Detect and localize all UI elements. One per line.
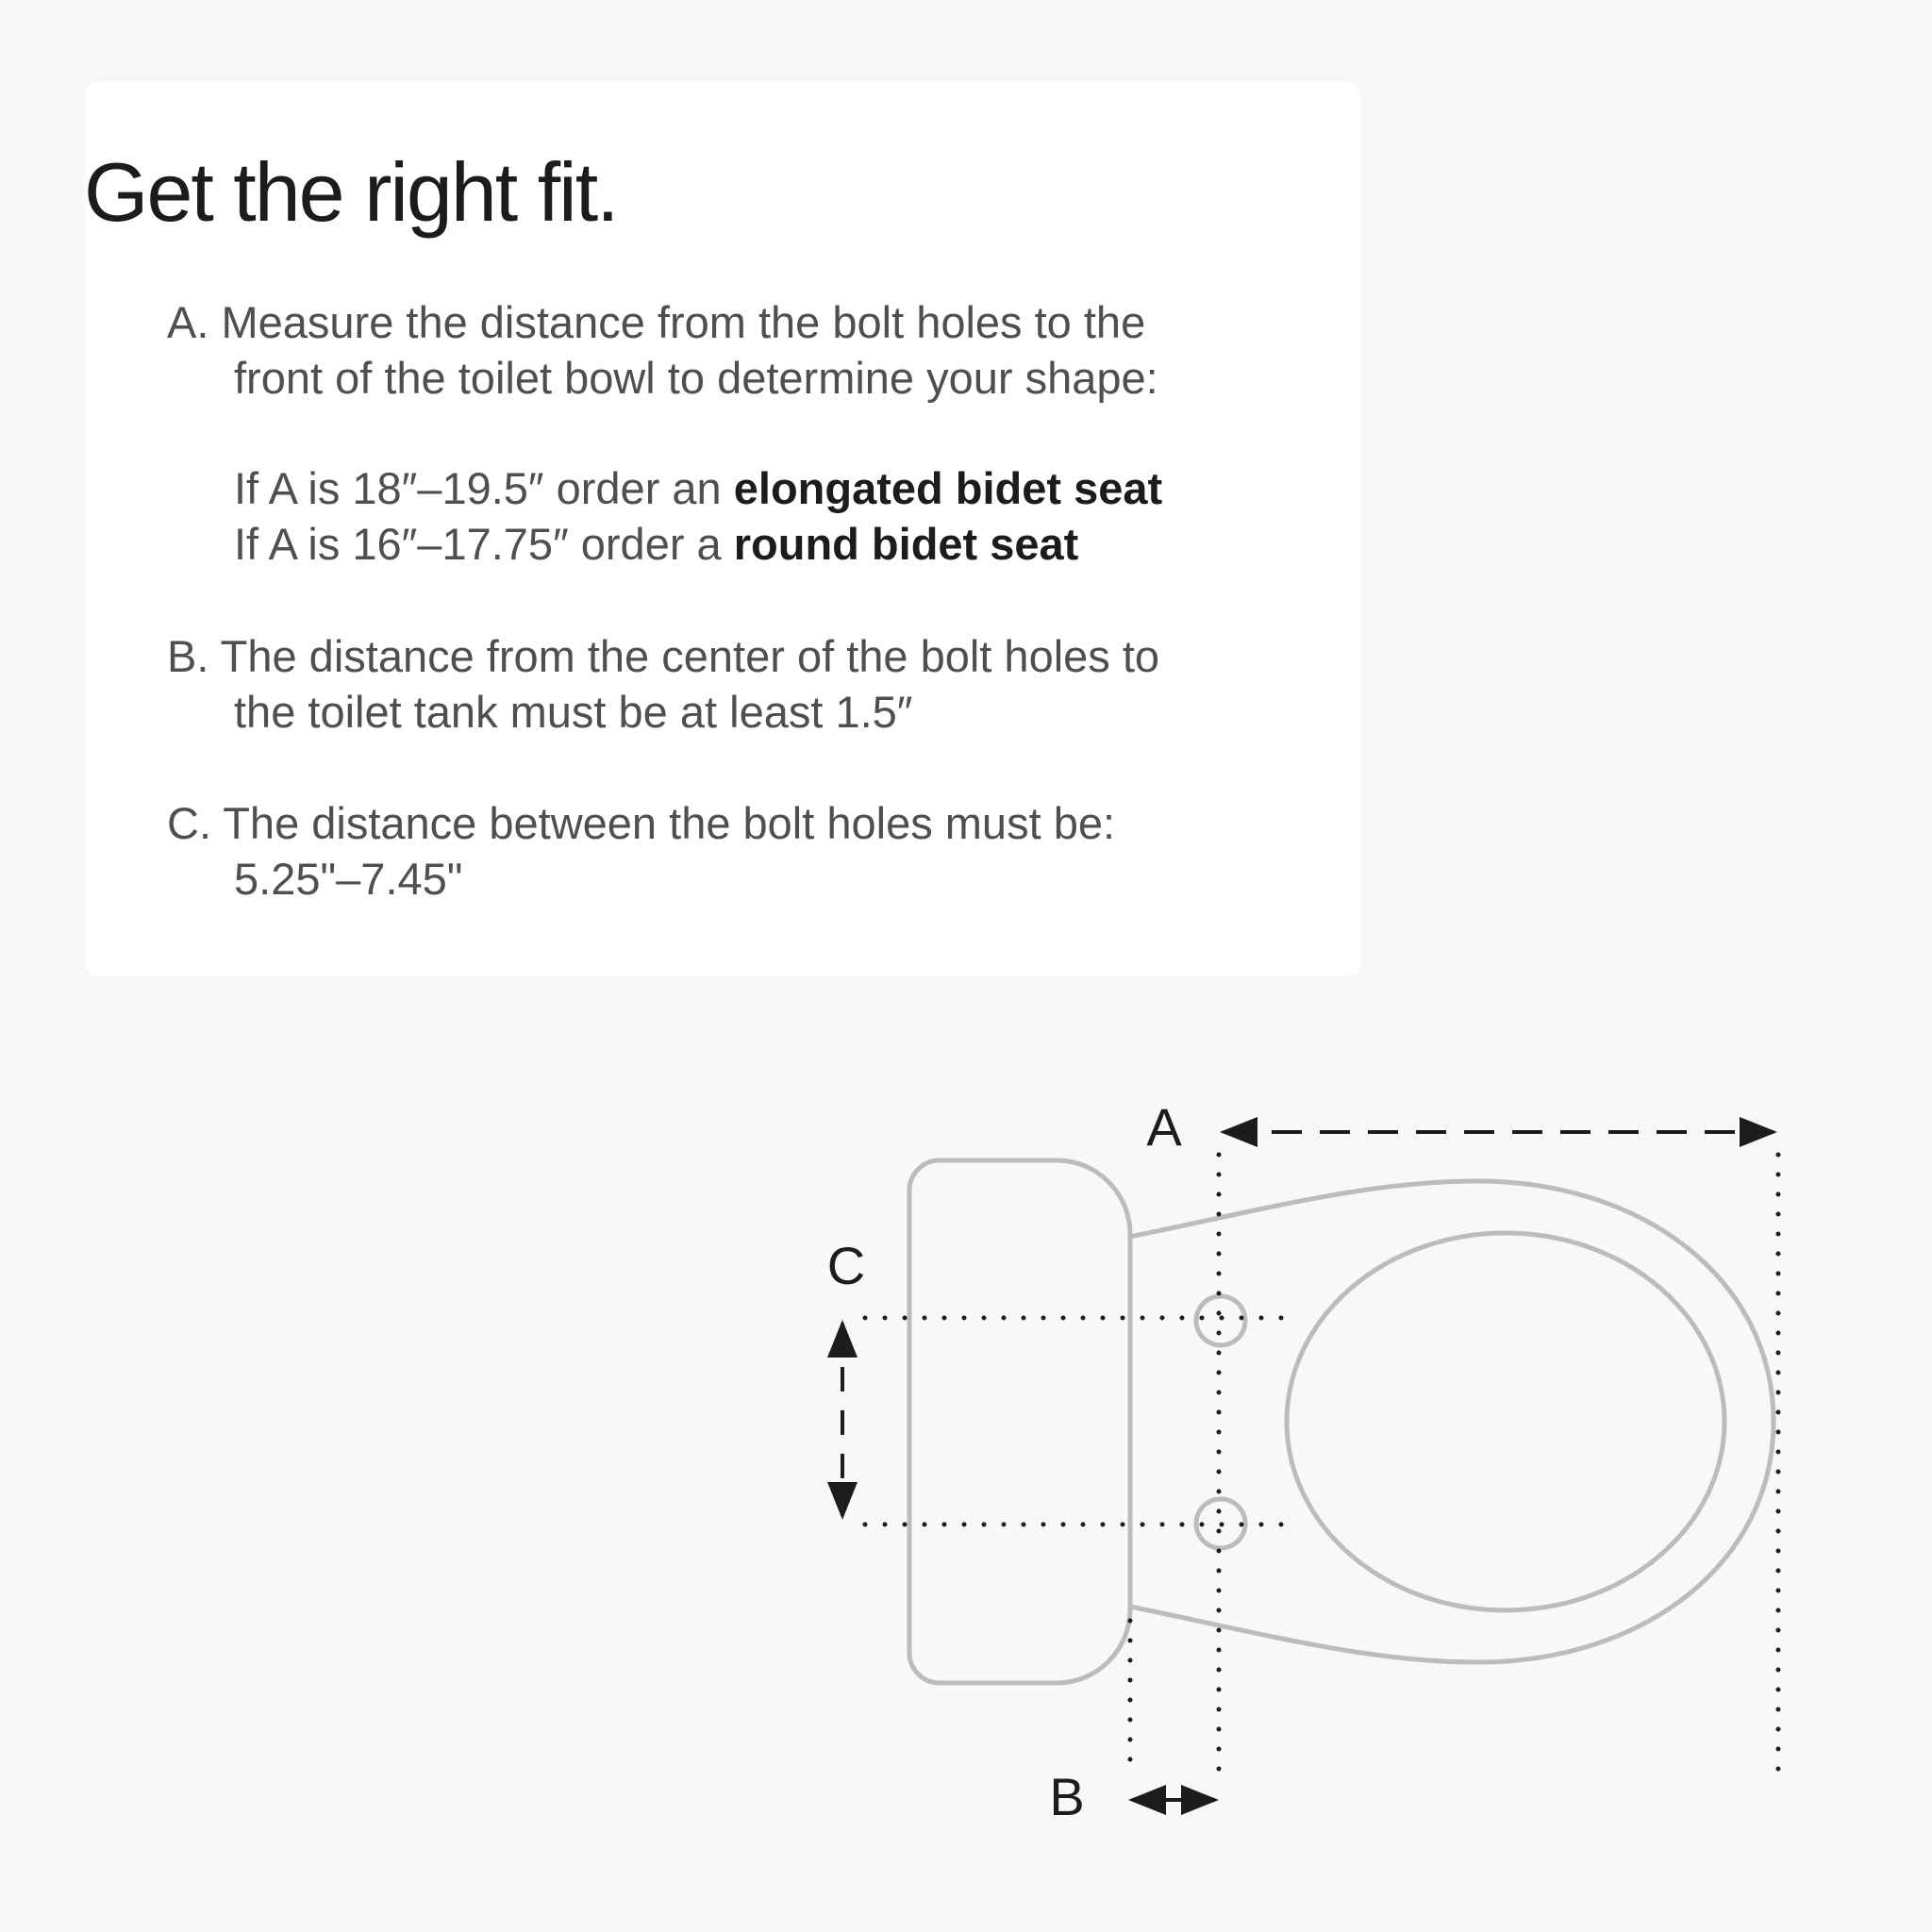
step-a-prefix: A. xyxy=(167,297,209,347)
toilet-outline xyxy=(909,1160,1774,1683)
rule-round-text: If A is 16″–17.75″ order a xyxy=(234,519,734,569)
dimension-c-label: C xyxy=(826,1236,866,1295)
step-c-text-1: The distance between the bolt holes must be: xyxy=(223,798,1116,848)
measurement-guides xyxy=(865,1155,1778,1779)
toilet-bowl-outline xyxy=(1130,1181,1774,1662)
page-title: Get the right fit. xyxy=(84,145,618,239)
step-c-line-2: 5.25"–7.45" xyxy=(234,854,463,904)
toilet-tank-outline xyxy=(909,1160,1130,1683)
dimension-a-label: A xyxy=(1146,1097,1182,1157)
step-b-text-1: The distance from the center of the bolt holes to xyxy=(220,631,1160,681)
step-c-prefix: C. xyxy=(167,798,211,848)
step-b-prefix: B. xyxy=(167,631,209,681)
dimension-b-label: B xyxy=(1049,1767,1085,1826)
rule-elongated-text: If A is 18″–19.5″ order an xyxy=(234,463,734,513)
step-a-text-1: Measure the distance from the bolt holes to the xyxy=(221,297,1146,347)
bolt-hole-upper xyxy=(1196,1296,1245,1345)
toilet-seat-opening xyxy=(1287,1233,1724,1610)
rule-round-seat: round bidet seat xyxy=(733,519,1079,569)
dimension-arrows xyxy=(842,1132,1774,1800)
step-b-line-2: the toilet tank must be at least 1.5″ xyxy=(234,687,913,737)
rule-elongated-seat: elongated bidet seat xyxy=(733,463,1163,513)
step-a-line-2: front of the toilet bowl to determine your shape: xyxy=(234,353,1158,403)
